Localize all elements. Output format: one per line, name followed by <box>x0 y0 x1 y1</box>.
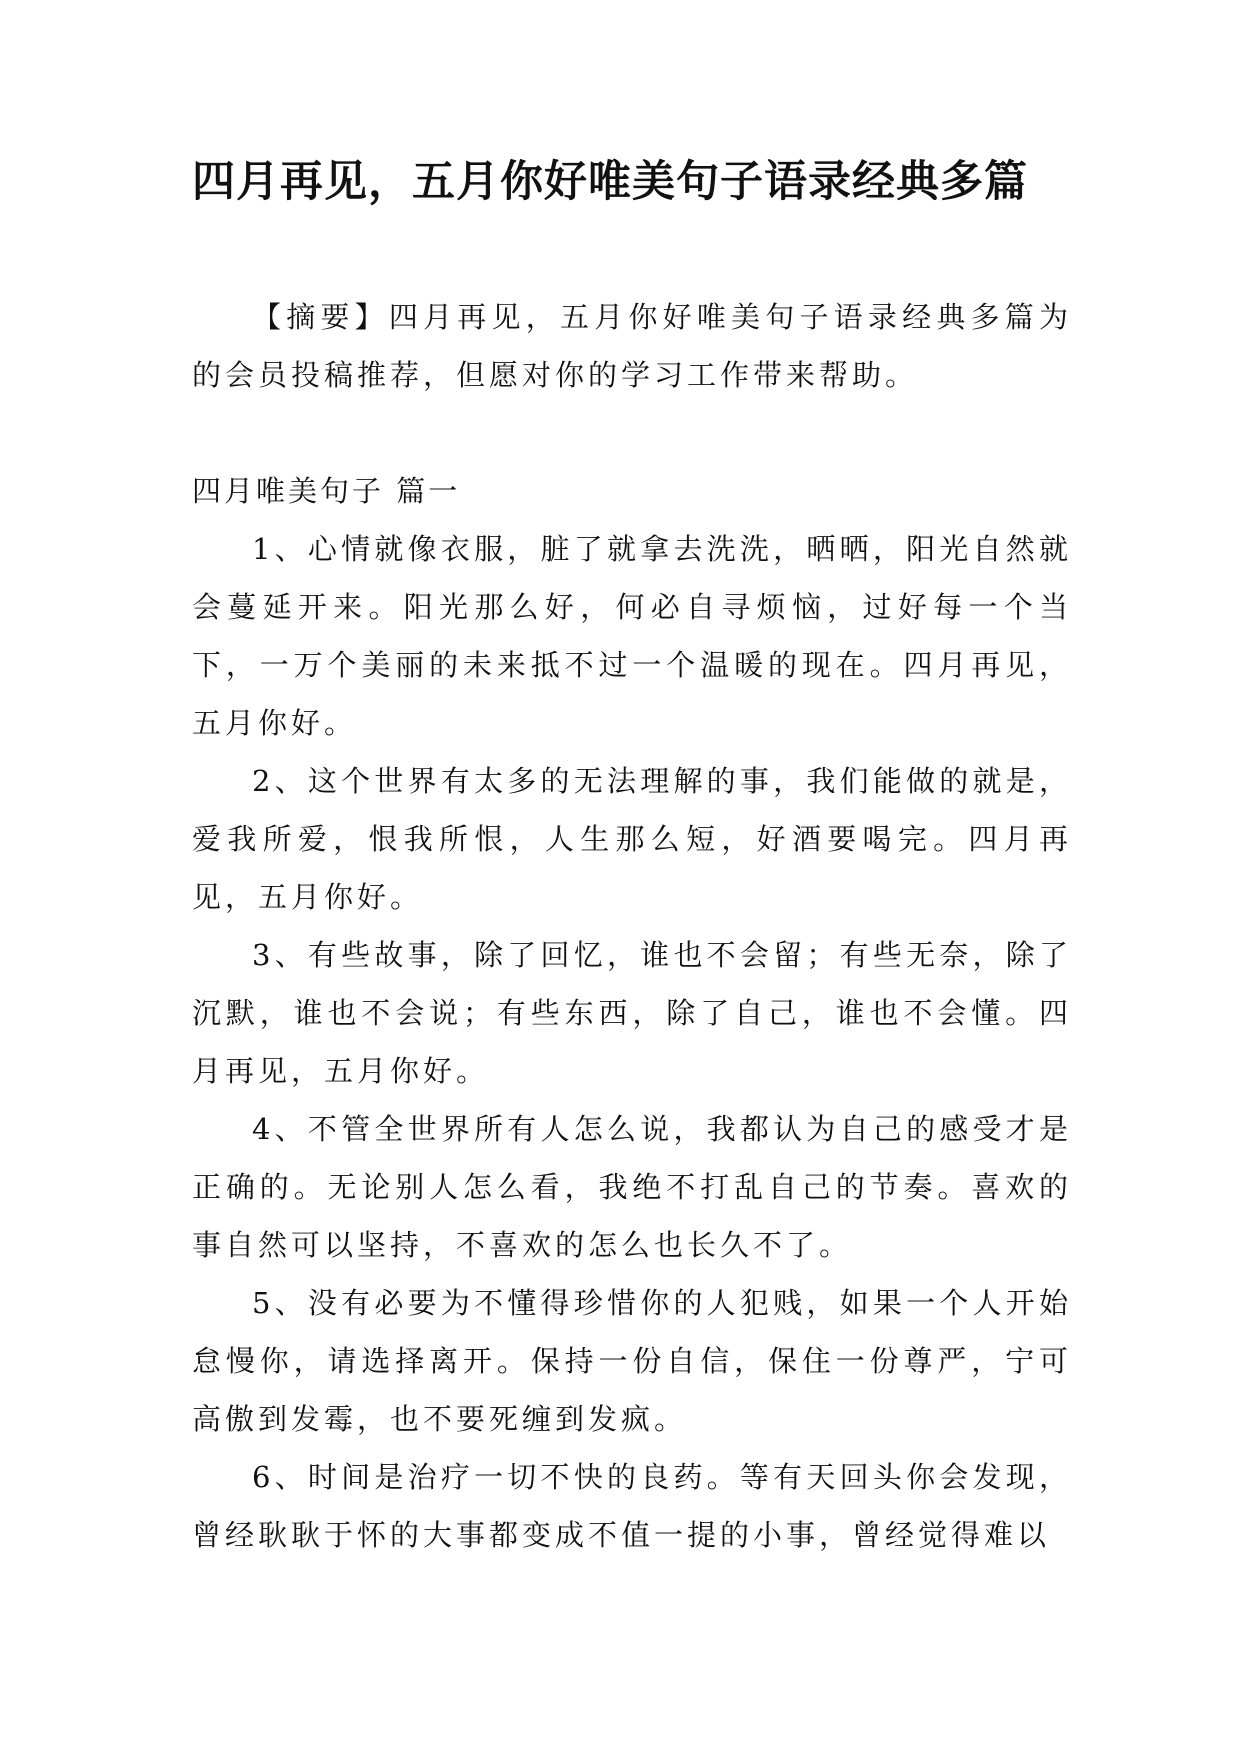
body-paragraph: 6、时间是治疗一切不快的良药。等有天回头你会发现，曾经耿耿于怀的大事都变成不值一提的小事，曾经觉得难以 <box>192 1460 1072 1552</box>
section-heading: 四月唯美句子 篇一 <box>192 474 461 508</box>
body-paragraph: 5、没有必要为不懂得珍惜你的人犯贱，如果一个人开始怠慢你，请选择离开。保持一份自信，保住一份尊严，宁可高傲到发霉，也不要死缠到发疯。 <box>192 1286 1072 1436</box>
body-paragraph: 1、心情就像衣服，脏了就拿去洗洗，晒晒，阳光自然就会蔓延开来。阳光那么好，何必自寻烦恼，过好每一个当下，一万个美丽的未来抵不过一个温暖的现在。四月再见，五月你好。 <box>192 532 1072 740</box>
body-paragraph: 2、这个世界有太多的无法理解的事，我们能做的就是，爱我所爱，恨我所恨，人生那么短，好酒要喝完。四月再见，五月你好。 <box>192 764 1072 914</box>
document-title: 四月再见，五月你好唯美句子语录经典多篇 <box>192 157 1028 207</box>
body-paragraph: 4、不管全世界所有人怎么说，我都认为自己的感受才是正确的。无论别人怎么看，我绝不打乱自己的节奏。喜欢的事自然可以坚持，不喜欢的怎么也长久不了。 <box>192 1112 1072 1262</box>
document-body <box>192 288 1072 1564</box>
body-paragraph: 3、有些故事，除了回忆，谁也不会留；有些无奈，除了沉默，谁也不会说；有些东西，除了自己，谁也不会懂。四月再见，五月你好。 <box>192 938 1072 1088</box>
abstract-paragraph: 【摘要】四月再见，五月你好唯美句子语录经典多篇为的会员投稿推荐，但愿对你的学习工作带来帮助。 <box>192 300 1072 392</box>
